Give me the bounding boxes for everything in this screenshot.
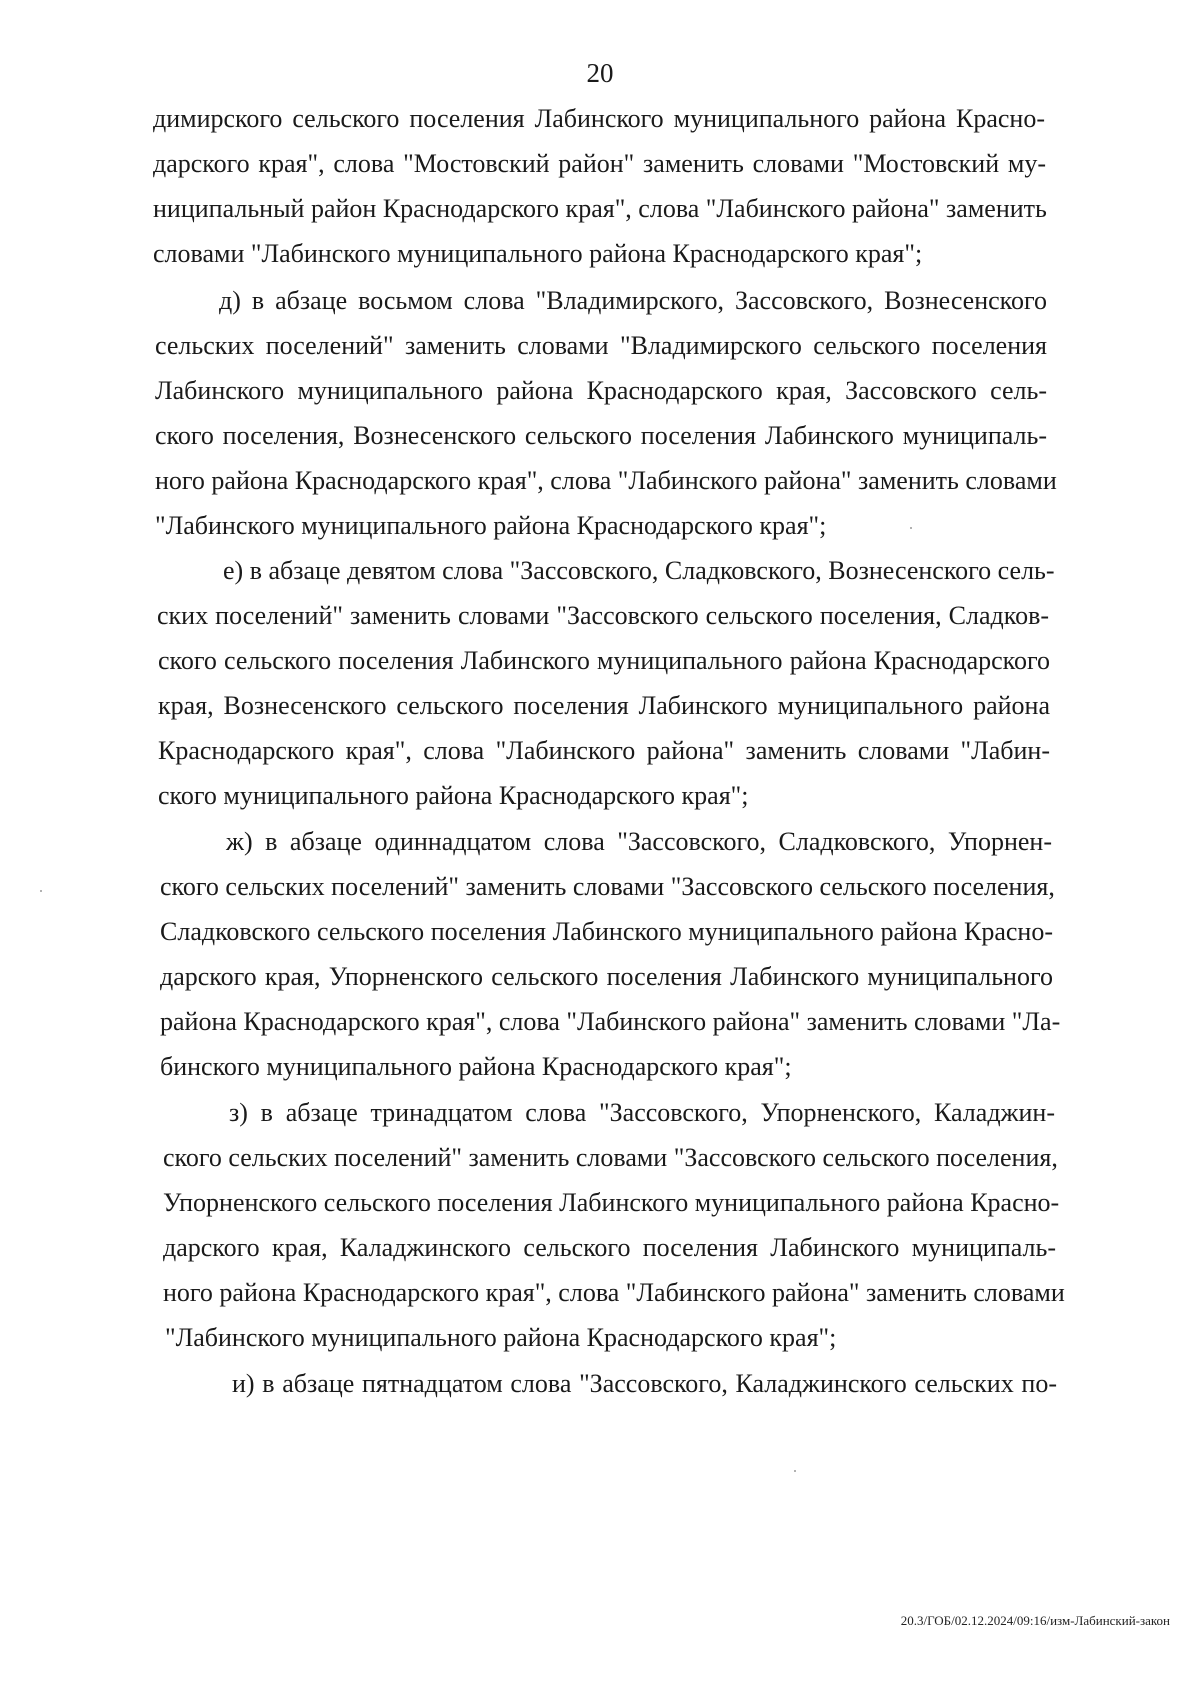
text-line: и) в абзаце пятнадцатом слова "Зассовского, Каладжинского сельских по- (232, 1369, 1057, 1398)
text-line: словами "Лабинского муниципального района Краснодарского края"; (153, 239, 923, 268)
text-line: д) в абзаце восьмом слова "Владимирского, Зассовского, Вознесенского (219, 286, 1047, 315)
text-line: е) в абзаце девятом слова "Зассовского, Сладковского, Вознесенского сель- (223, 556, 1055, 585)
text-line: ского муниципального района Краснодарского края"; (158, 781, 749, 810)
text-line: Упорненского сельского поселения Лабинского муниципального района Красно- (163, 1188, 1060, 1217)
text-line: ного района Краснодарского края", слова "Лабинского района" заменить словами (163, 1278, 1065, 1307)
text-line: Краснодарского края", слова "Лабинского района" заменить словами "Лабин- (158, 736, 1050, 765)
text-line: ского сельских поселений" заменить словами "Зассовского сельского поселения, (160, 872, 1055, 901)
text-line: "Лабинского муниципального района Краснодарского края"; (165, 1323, 837, 1352)
scan-speck (40, 890, 42, 892)
page-number: 20 (586, 58, 614, 88)
text-line: края, Вознесенского сельского поселения Лабинского муниципального района (158, 691, 1050, 720)
text-line: ж) в абзаце одиннадцатом слова "Зассовского, Сладковского, Упорнен- (226, 827, 1052, 856)
text-line: ского сельских поселений" заменить словами "Зассовского сельского поселения, (163, 1143, 1058, 1172)
text-line: димирского сельского поселения Лабинского муниципального района Красно- (153, 104, 1045, 133)
document-code-footer: 20.3/ГОБ/02.12.2024/09:16/изм-Лабинский-закон (900, 1613, 1170, 1628)
text-line: дарского края, Упорненского сельского поселения Лабинского муниципального (160, 962, 1053, 991)
text-line: з) в абзаце тринадцатом слова "Зассовского, Упорненского, Каладжин- (229, 1098, 1055, 1127)
text-line: сельских поселений" заменить словами "Владимирского сельского поселения (155, 331, 1047, 360)
text-line: ского сельского поселения Лабинского муниципального района Краснодарского (158, 646, 1050, 675)
scan-speck (910, 527, 912, 529)
text-line: Сладковского сельского поселения Лабинского муниципального района Красно- (160, 917, 1053, 946)
text-line: ниципальный район Краснодарского края", слова "Лабинского района" заменить (153, 194, 1047, 223)
text-line: ного района Краснодарского края", слова "Лабинского района" заменить словами (155, 466, 1057, 495)
text-line: дарского края", слова "Мостовский район" заменить словами "Мостовский му- (153, 149, 1046, 178)
text-line: Лабинского муниципального района Краснодарского края, Зассовского сель- (155, 376, 1047, 405)
scan-speck (794, 1470, 796, 1472)
text-line: ских поселений" заменить словами "Зассовского сельского поселения, Сладков- (157, 601, 1049, 630)
text-line: дарского края, Каладжинского сельского поселения Лабинского муниципаль- (163, 1233, 1056, 1262)
text-line: "Лабинского муниципального района Краснодарского края"; (155, 511, 827, 540)
text-line: района Краснодарского края", слова "Лабинского района" заменить словами "Ла- (160, 1007, 1061, 1036)
text-line: ского поселения, Вознесенского сельского поселения Лабинского муниципаль- (155, 421, 1047, 450)
text-line: бинского муниципального района Краснодарского края"; (160, 1052, 792, 1081)
